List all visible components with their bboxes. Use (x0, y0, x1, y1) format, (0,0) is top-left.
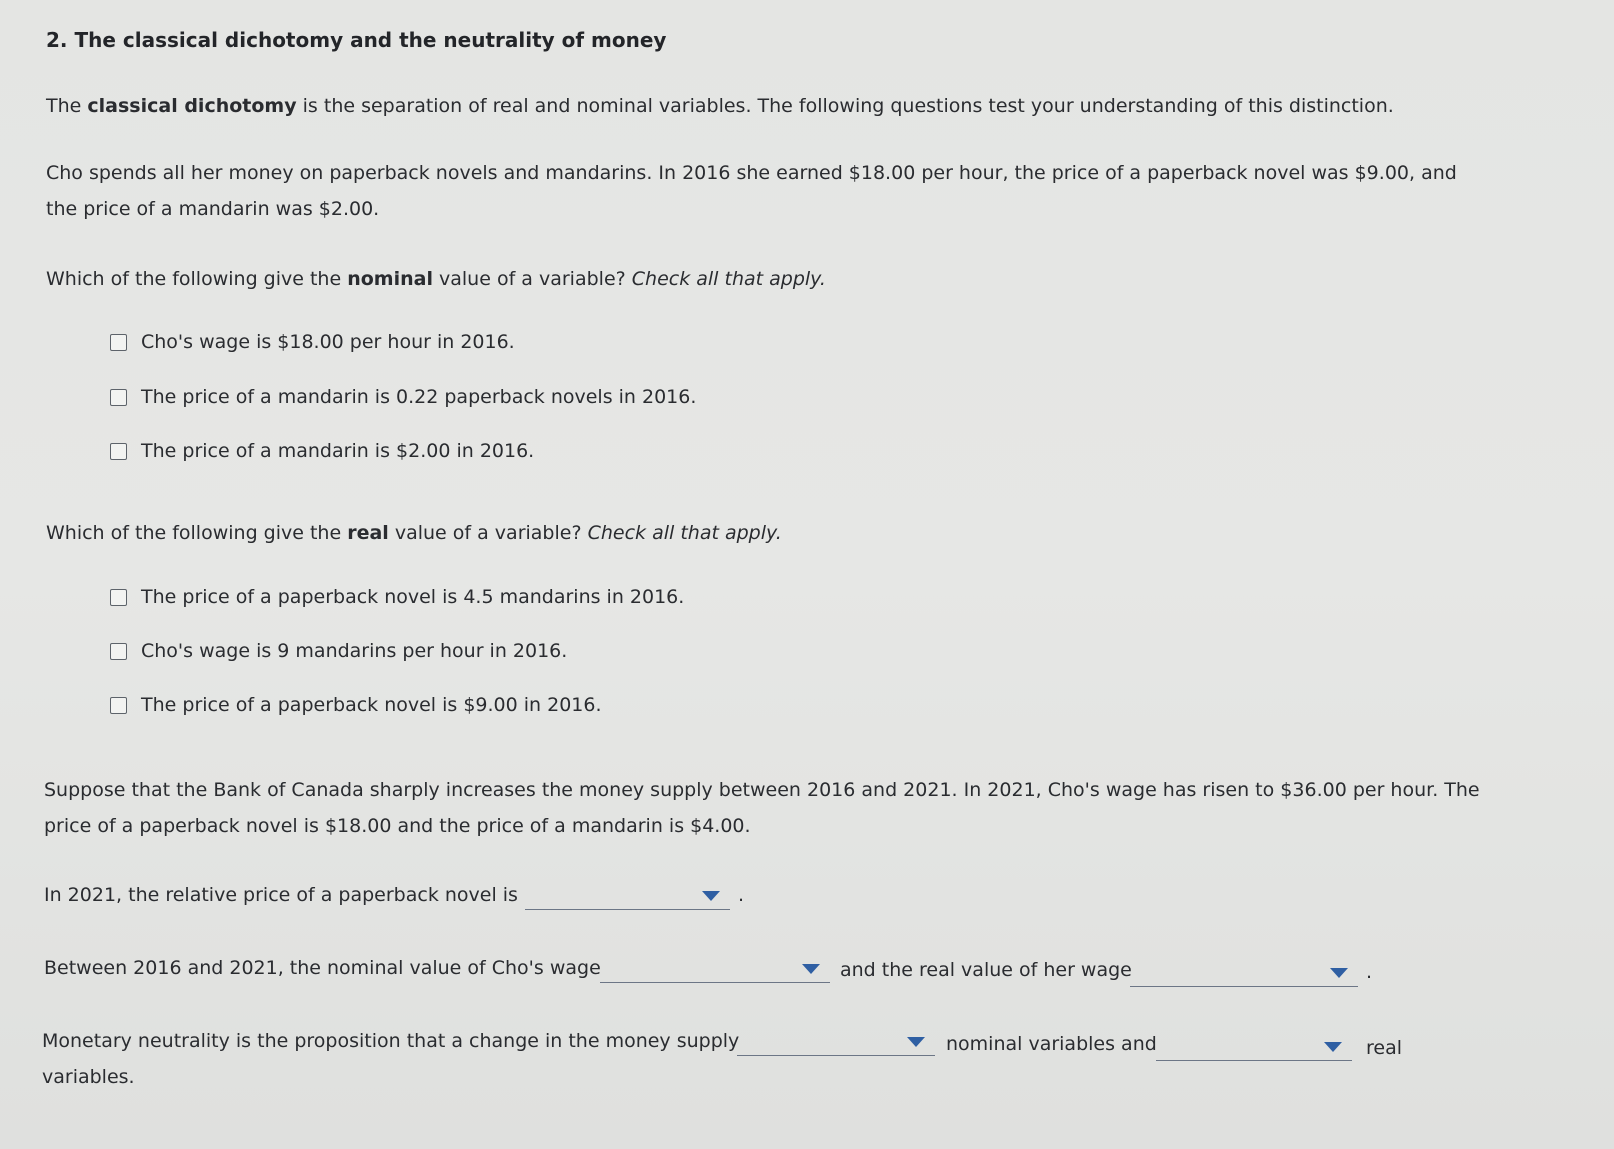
nominal-question-prompt (46, 268, 826, 290)
nominal-prompt-middle: value of a variable? (432, 268, 632, 290)
intro-paragraph (46, 88, 1394, 124)
real-prompt-instruction: Check all that apply. (587, 522, 782, 544)
real-option-1[interactable] (110, 586, 684, 608)
nominal-prompt-bold: nominal (347, 268, 433, 290)
wage-change-text-2: and the real value of her wage (840, 959, 1132, 981)
chevron-down-icon (1324, 1042, 1342, 1052)
real-option-2[interactable] (110, 640, 567, 662)
nominal-wage-dropdown[interactable] (600, 956, 830, 983)
scenario2-line-1: Suppose that the Bank of Canada sharply increases the money supply between 2016 and 2021. In 2021, Cho's wage has risen to $36.00 per hour. The (44, 779, 1480, 801)
neutrality-text-4: variables. (42, 1066, 135, 1088)
intro-prefix: The (46, 95, 88, 117)
real-option-2-checkbox[interactable] (110, 643, 127, 660)
neutrality-dropdown-1[interactable] (737, 1029, 935, 1056)
intro-bold-term: classical dichotomy (87, 95, 297, 117)
real-option-3-label: The price of a paperback novel is $9.00 in 2016. (141, 694, 602, 716)
nominal-option-2-label: The price of a mandarin is 0.22 paperback novels in 2016. (141, 386, 697, 408)
scenario-line-2: the price of a mandarin was $2.00. (46, 198, 380, 220)
real-wage-dropdown[interactable] (1130, 960, 1358, 987)
chevron-down-icon (1330, 968, 1348, 978)
nominal-option-3[interactable] (110, 440, 534, 462)
nominal-option-1[interactable] (110, 331, 515, 353)
scenario-line-1: Cho spends all her money on paperback novels and mandarins. In 2016 she earned $18.00 per hour, the price of a paperback novel was $9.00, and (46, 162, 1457, 184)
real-question-prompt (46, 522, 782, 544)
nominal-option-3-label: The price of a mandarin is $2.00 in 2016. (141, 440, 535, 462)
real-option-2-label: Cho's wage is 9 mandarins per hour in 2016. (141, 640, 568, 662)
nominal-option-1-label: Cho's wage is $18.00 per hour in 2016. (141, 331, 515, 353)
neutrality-text-3: real (1366, 1037, 1403, 1059)
neutrality-dropdown-2[interactable] (1156, 1034, 1352, 1061)
chevron-down-icon (702, 891, 720, 901)
relative-price-text: In 2021, the relative price of a paperback novel is (44, 884, 518, 906)
relative-price-dropdown[interactable] (525, 883, 730, 910)
neutrality-text-1: Monetary neutrality is the proposition that a change in the money supply (42, 1030, 740, 1052)
nominal-option-2-checkbox[interactable] (110, 389, 127, 406)
chevron-down-icon (907, 1037, 925, 1047)
relative-price-period: . (738, 884, 745, 906)
real-option-3-checkbox[interactable] (110, 697, 127, 714)
intro-suffix: is the separation of real and nominal variables. The following questions test your understanding of this distinction. (296, 95, 1394, 117)
real-option-3[interactable] (110, 694, 602, 716)
real-prompt-prefix: Which of the following give the (46, 522, 348, 544)
nominal-prompt-prefix: Which of the following give the (46, 268, 348, 290)
neutrality-text-2: nominal variables and (946, 1033, 1157, 1055)
question-title: 2. The classical dichotomy and the neutrality of money (46, 28, 667, 52)
real-option-1-label: The price of a paperback novel is 4.5 mandarins in 2016. (141, 586, 685, 608)
real-option-1-checkbox[interactable] (110, 589, 127, 606)
chevron-down-icon (802, 964, 820, 974)
real-prompt-middle: value of a variable? (388, 522, 588, 544)
nominal-option-3-checkbox[interactable] (110, 443, 127, 460)
real-prompt-bold: real (347, 522, 389, 544)
nominal-option-2[interactable] (110, 386, 696, 408)
wage-change-period: . (1366, 961, 1373, 983)
wage-change-text-1: Between 2016 and 2021, the nominal value of Cho's wage (44, 957, 601, 979)
nominal-option-1-checkbox[interactable] (110, 334, 127, 351)
nominal-prompt-instruction: Check all that apply. (631, 268, 826, 290)
scenario2-line-2: price of a paperback novel is $18.00 and the price of a mandarin is $4.00. (44, 815, 751, 837)
scenario-paragraph (46, 155, 1457, 227)
scenario2-paragraph (44, 772, 1480, 844)
